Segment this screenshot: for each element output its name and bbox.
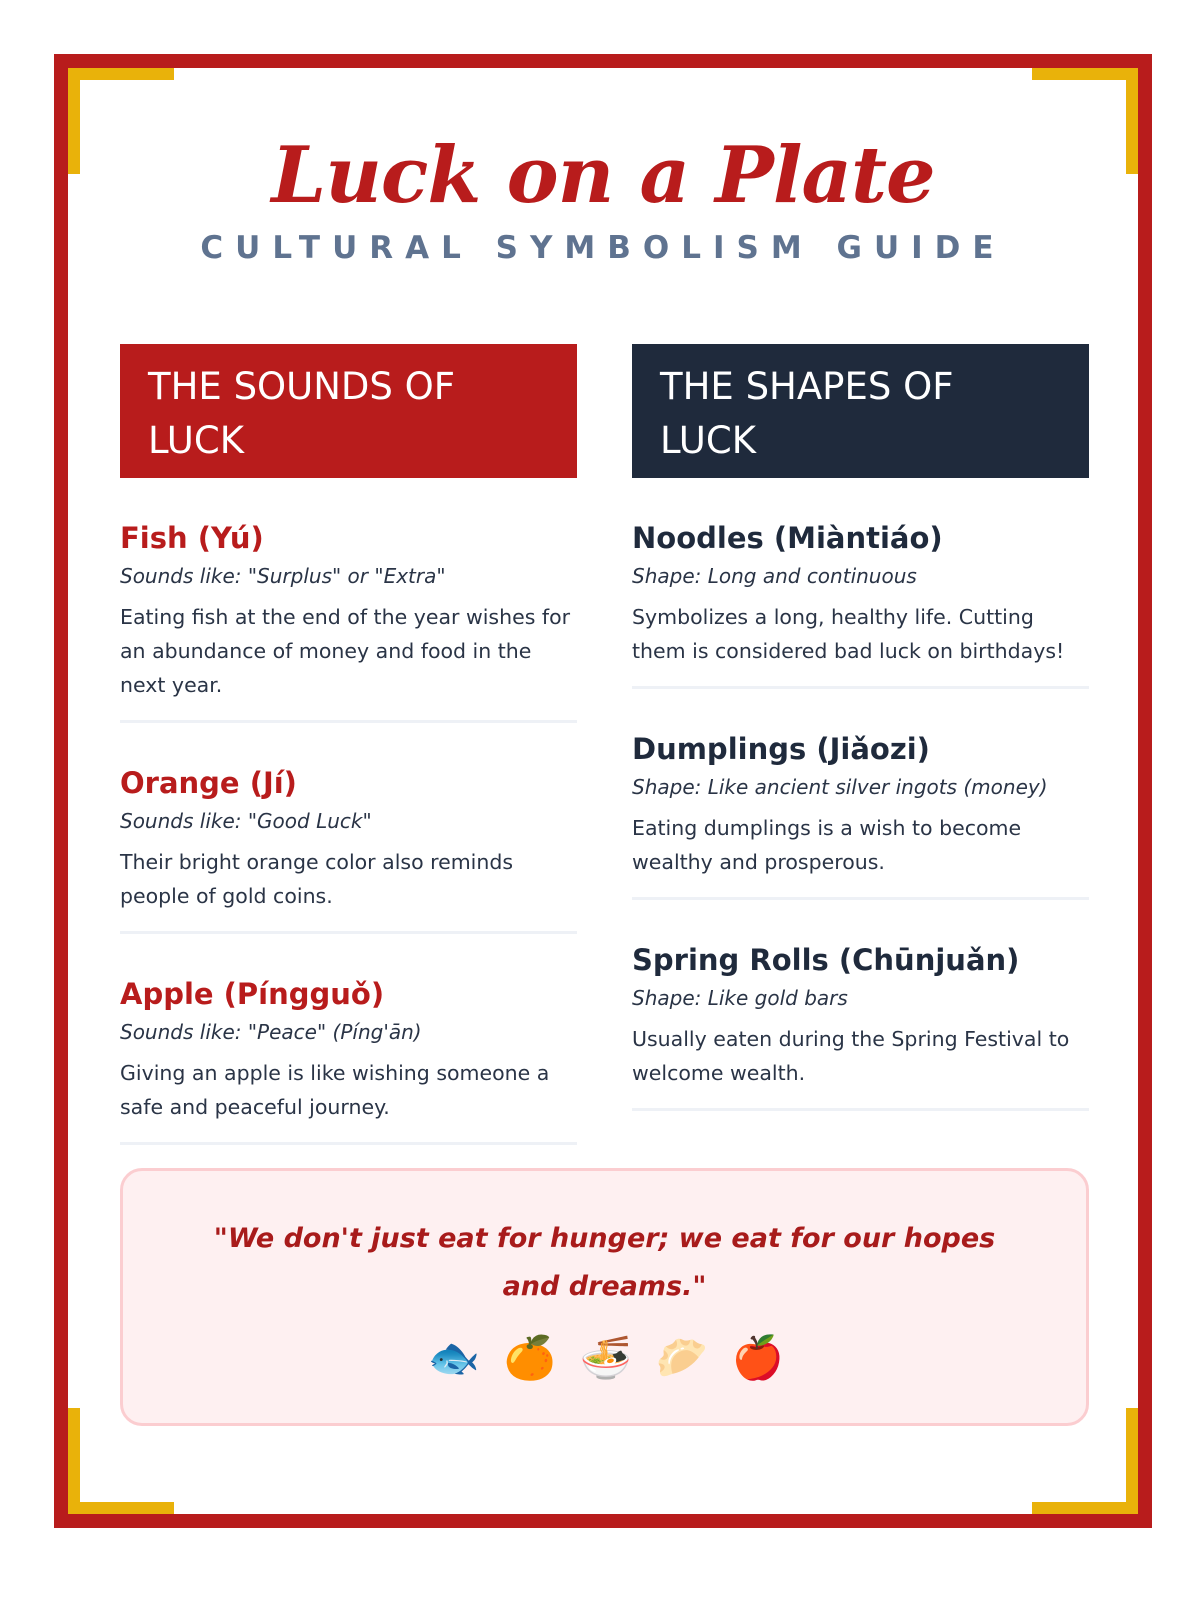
entry-description: Eating fish at the end of the year wishes for an abundance of money and food in the next year. <box>120 605 571 697</box>
shape-entry-dumplings <box>632 689 1089 900</box>
sound-entry-orange <box>120 723 577 934</box>
shapes-heading: THE SHAPES OF LUCK <box>632 344 1089 478</box>
food-emoji-row <box>123 1333 1086 1383</box>
entry-name: Spring Rolls (Chūnjuǎn) <box>632 943 1020 977</box>
quote-box <box>120 1168 1089 1426</box>
entry-description: Eating dumplings is a wish to become wealthy and prosperous. <box>632 816 1022 874</box>
sound-entry-apple <box>120 934 577 1145</box>
entry-name: Orange (Jí) <box>120 766 297 800</box>
entry-shape: Shape: Like gold bars <box>632 986 848 1010</box>
entry-description: Giving an apple is like wishing someone a safe and peaceful journey. <box>120 1061 550 1119</box>
entry-description: Symbolizes a long, healthy life. Cutting them is considered bad luck on birthdays! <box>632 605 1065 663</box>
entry-description: Their bright orange color also reminds people of gold coins. <box>120 850 514 908</box>
entry-name: Dumplings (Jiǎozi) <box>632 732 930 766</box>
entry-name: Apple (Píngguǒ) <box>120 977 385 1011</box>
entry-shape: Shape: Long and continuous <box>632 564 917 588</box>
shape-entry-spring-rolls <box>632 900 1089 1111</box>
entry-sound: Sounds like: "Surplus" or "Extra" <box>120 564 446 588</box>
orange-icon: 🍊 <box>503 1334 556 1381</box>
page-title: Luck on a Plate <box>271 130 935 221</box>
page-subtitle: CULTURAL SYMBOLISM GUIDE <box>200 230 1006 266</box>
sounds-column <box>120 344 577 1145</box>
entry-sound: Sounds like: "Good Luck" <box>120 809 372 833</box>
sound-entry-fish <box>120 478 577 723</box>
entry-description: Usually eaten during the Spring Festival to welcome wealth. <box>632 1027 1070 1085</box>
entry-name: Fish (Yú) <box>120 521 264 555</box>
quote-text: "We don't just eat for hunger; we eat for our hopes and dreams." <box>213 1223 996 1302</box>
shape-entry-noodles <box>632 478 1089 689</box>
noodles-icon: 🍜 <box>579 1334 632 1381</box>
apple-icon: 🍎 <box>731 1334 784 1381</box>
poster-frame <box>54 54 1152 1528</box>
entry-shape: Shape: Like ancient silver ingots (money) <box>632 775 1048 799</box>
dumpling-icon: 🥟 <box>655 1334 708 1381</box>
sounds-heading: THE SOUNDS OF LUCK <box>120 344 577 478</box>
fish-icon: 🐟 <box>427 1334 480 1381</box>
entry-name: Noodles (Miàntiáo) <box>632 521 943 555</box>
shapes-column <box>632 344 1089 1111</box>
entry-sound: Sounds like: "Peace" (Píng'ān) <box>120 1020 422 1044</box>
